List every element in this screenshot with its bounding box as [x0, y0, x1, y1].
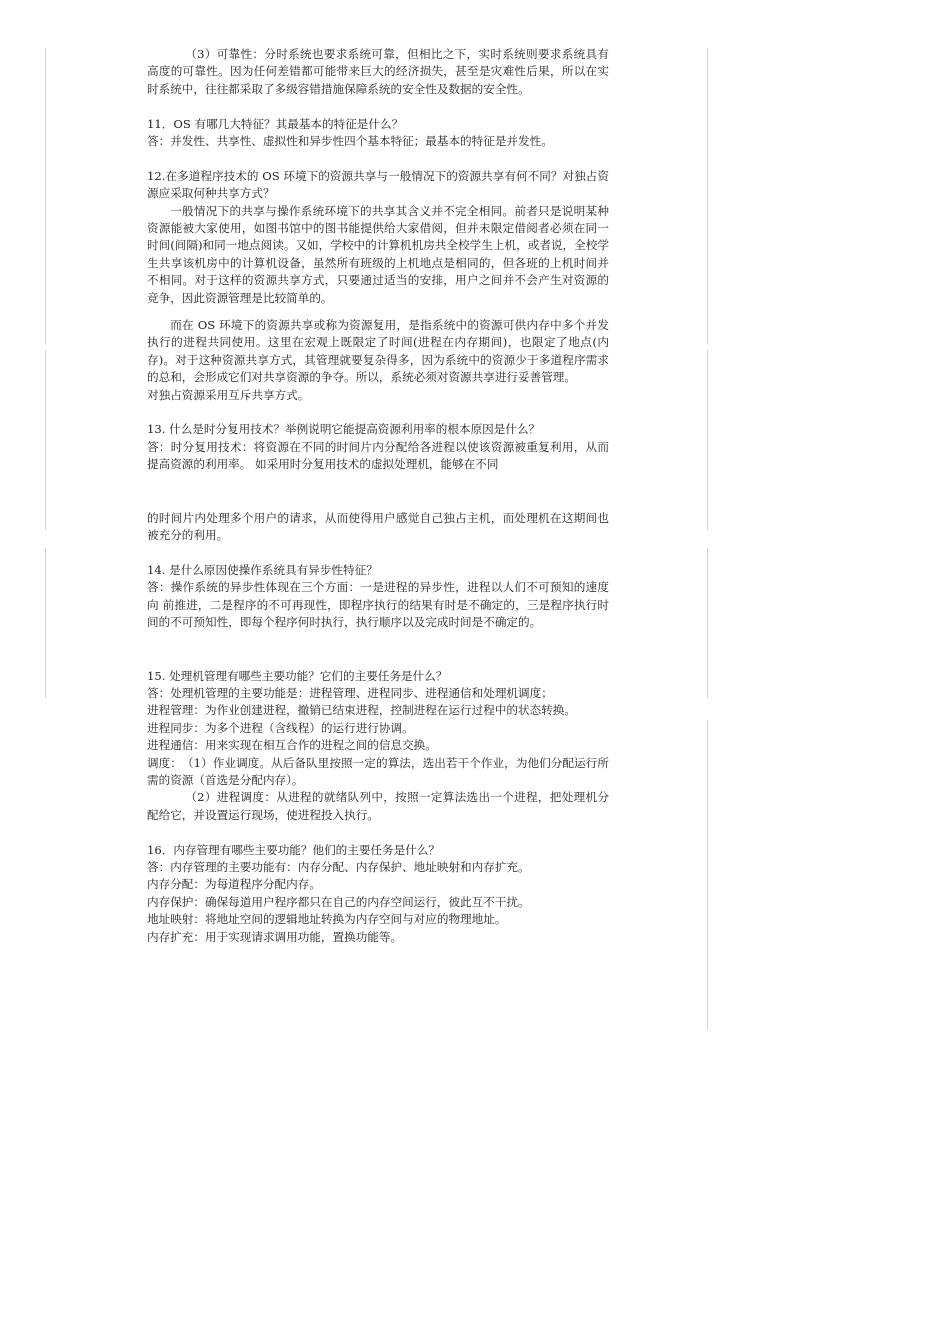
paragraph-a15a: 答：处理机管理的主要功能是：进程管理、进程同步、进程通信和处理机调度； [147, 685, 553, 700]
paragraph-a15e: 调度： （1）作业调度。从后备队里按照一定的算法，选出若干个作业，为他们分配运行所需的资源（首选是分配内存）。 [147, 755, 609, 787]
paragraph-a13b: 的时间片内处理多个用户的请求，从而使得用户感觉自己独占主机，而处理机在这期间也被充分的利用。 [147, 510, 609, 543]
paragraph-a16c: 内存保护：确保每道用户程序都只在自己的内存空间运行，彼此互不干扰。 [147, 894, 530, 909]
paragraph-spacer [147, 98, 609, 115]
paragraph-a12a: 一般情况下的共享与操作系统环境下的共享其含义并不完全相同。前者只是说明某种资源能被大家使用，如图书馆中的图书能提供给大家借阅，但并未限定借阅者必须在同一时间(间隔)和同一地点阅读。又如，学校中的计算机机房共全校学生上机，或者说，全校学生共享该机房中的计算机设备，虽然所有班级的上机地点是相同的，但各班的上机时间并不相同。对于这样的资源共享方式，只要通过适当的安排，用户之间并不会产生对资源的竞争，因此资源管理是比较简单的。 [147, 203, 609, 305]
question-12: 12.在多道程序技术的 OS 环境下的资源共享与一般情况下的资源共享有何不同？对独占资源应采取何种共享方式？ [147, 168, 609, 201]
paragraph-spacer [147, 150, 609, 167]
paragraph-spacer [147, 824, 609, 841]
paragraph-a13a: 答：时分复用技术：将资源在不同的时间片内分配给各进程以使该资源被重复利用，从而提高资源的利用率。 如采用时分复用技术的虚拟处理机，能够在不同 [147, 439, 609, 472]
paragraph-a16d: 地址映射：将地址空间的逻辑地址转换为内存空间与对应的物理地址。 [147, 912, 507, 927]
paragraph-spacer [147, 404, 609, 421]
right-margin-line [707, 48, 708, 344]
paragraph-spacer [147, 545, 609, 562]
question-14: 14. 是什么原因使操作系统具有异步性特征？ [147, 562, 378, 577]
right-margin-line [707, 720, 708, 1030]
paragraph-spacer [147, 307, 609, 317]
right-margin-line [707, 548, 708, 698]
question-15: 15. 处理机管理有哪些主要功能？它们的主要任务是什么？ [147, 668, 448, 683]
question-16: 16．内存管理有哪些主要功能？他们的主要任务是什么？ [147, 842, 441, 857]
paragraph-a15c: 进程同步：为多个进程（含线程）的运行进行协调。 [147, 720, 414, 735]
paragraph-a14: 答：操作系统的异步性体现在三个方面：一是进程的异步性，进程以人们不可预知的速度向 前推进，二是程序的不可再现性，即程序执行的结果有时是不确定的，三是程序执行时间的不可预知性，即每个程序何时执行，执行顺序以及完成时间是不确定的。 [147, 580, 609, 630]
paragraph-spacer [147, 474, 609, 510]
left-margin-line [45, 48, 46, 344]
paragraph-a12b: 而在 OS 环境下的资源共享或称为资源复用，是指系统中的资源可供内存中多个并发执行的进程共同使用。这里在宏观上既限定了时间(进程在内存期间)，也限定了地点(内存)。对于这种资源共享方式，其管理就要复杂得多，因为系统中的资源少于多道程序需求的总和，会形成它们对共享资源的争夺。所以，系统必须对资源共享进行妥善管理。 [147, 318, 609, 385]
paragraph-a12c: 对独占资源采用互斥共享方式。 [147, 387, 310, 402]
paragraph-a15d: 进程通信：用来实现在相互合作的进程之间的信息交换。 [147, 738, 437, 753]
left-margin-line [45, 548, 46, 698]
paragraph-spacer [147, 632, 609, 668]
question-11: 11．OS 有哪几大特征？其最基本的特征是什么？ [147, 116, 404, 131]
paragraph-a15f: （2）进程调度：从进程的就绪队列中，按照一定算法选出一个进程，把处理机分配给它，并设置运行现场，使进程投入执行。 [147, 790, 609, 822]
paragraph-p1: （3）可靠性：分时系统也要求系统可靠，但相比之下，实时系统则要求系统具有高度的可靠性。因为任何差错都可能带来巨大的经济损失，甚至是灾难性后果，所以在实时系统中，往往都采取了多级容错措施保障系统的安全性及数据的安全性。 [147, 47, 609, 96]
right-margin-line [707, 350, 708, 530]
document-body [147, 46, 609, 946]
paragraph-a16e: 内存扩充：用于实现请求调用功能，置换功能等。 [147, 929, 403, 944]
paragraph-a11: 答：并发性、共享性、虚拟性和异步性四个基本特征；最基本的特征是并发性。 [147, 134, 553, 149]
paragraph-a16a: 答：内存管理的主要功能有：内存分配、内存保护、地址映射和内存扩充。 [147, 859, 530, 874]
paragraph-a15b: 进程管理：为作业创建进程，撤销已结束进程，控制进程在运行过程中的状态转换。 [147, 703, 576, 718]
left-margin-line [45, 350, 46, 530]
question-13: 13. 什么是时分复用技术？举例说明它能提高资源利用率的根本原因是什么？ [147, 422, 541, 437]
paragraph-a16b: 内存分配：为每道程序分配内存。 [147, 877, 321, 892]
